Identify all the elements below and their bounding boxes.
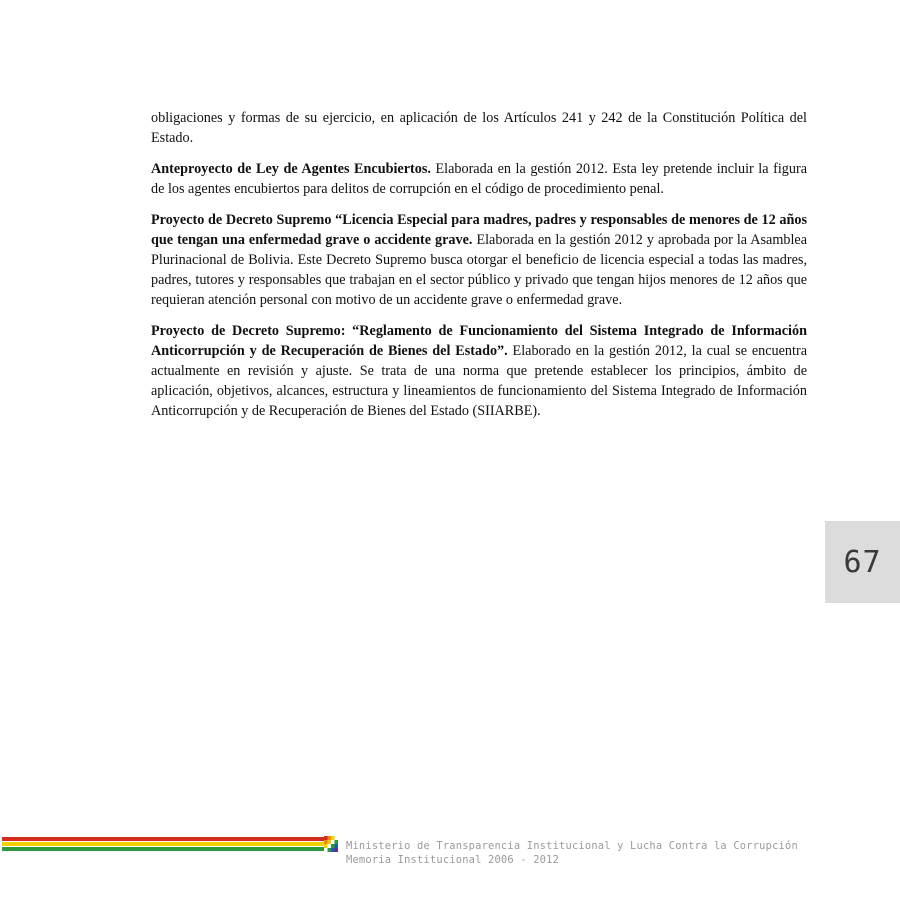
flag-stripes: [2, 837, 324, 851]
flag-stripe-red: [2, 837, 324, 841]
paragraph-3: [151, 210, 807, 310]
footer-ministry: Ministerio de Transparencia Institucional y Lucha Contra la Corrupción: [346, 840, 798, 852]
footer: [346, 839, 798, 867]
paragraph-4-heading: Proyecto de Decreto Supremo: “Reglamento de Funcionamiento del Sistema Integrado de Información Anticorrupción y de Recuperación de Bienes del Estado”.: [151, 323, 807, 359]
paragraph-1: [151, 108, 807, 148]
paragraph-2: [151, 159, 807, 199]
wiphala-flag-icon: [324, 836, 338, 852]
flag-stripe-yellow: [2, 842, 324, 846]
paragraph-4-text: Elaborado en la gestión 2012, la cual se encuentra actualmente en revisión y ajuste. Se trata de una norma que pretende establecer los principios, ámbito de aplicación, objetivos, alcances, estructura y lineamientos de funcionamiento del Sistema Integrado de Información Anticorrupción y de Recuperación de Bienes del Estado (SIIARBE).: [151, 343, 807, 419]
document-body: [151, 108, 807, 432]
flag-stripe-green: [2, 847, 324, 851]
page-number: 67: [843, 544, 882, 580]
footer-report-title: Memoria Institucional 2006 - 2012: [346, 854, 560, 866]
page-number-tab: [825, 521, 900, 603]
paragraph-2-text: Elaborada en la gestión 2012. Esta ley pretende incluir la figura de los agentes encubiertos para delitos de corrupción en el código de procedimiento penal.: [151, 161, 807, 197]
paragraph-4: [151, 321, 807, 421]
paragraph-2-heading: Anteproyecto de Ley de Agentes Encubiertos.: [151, 161, 431, 177]
paragraph-3-heading: Proyecto de Decreto Supremo “Licencia Especial para madres, padres y responsables de menores de 12 años que tengan una enfermedad grave o accidente grave.: [151, 212, 807, 248]
paragraph-3-text: Elaborada en la gestión 2012 y aprobada por la Asamblea Plurinacional de Bolivia. Este Decreto Supremo busca otorgar el beneficio de licencia especial a todas las madres, padres, tutores y responsables que trabajan en el sector público y privado que tengan hijos menores de 12 años que requieran atención personal con motivo de un accidente grave o enfermedad grave.: [151, 232, 807, 308]
paragraph-1-text: obligaciones y formas de su ejercicio, en aplicación de los Artículos 241 y 242 de la Constitución Política del Estado.: [151, 110, 807, 146]
